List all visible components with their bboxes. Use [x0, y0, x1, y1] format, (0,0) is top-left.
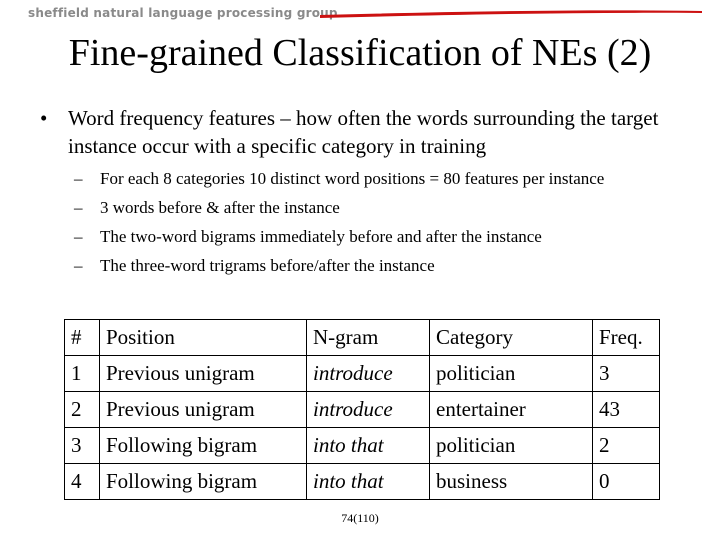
features-table — [64, 319, 660, 500]
cell-category: politician — [430, 428, 593, 464]
main-bullet-text: Word frequency features – how often the words surrounding the target instance occur with a specific category in training — [68, 106, 659, 158]
cell-position: Previous unigram — [100, 392, 307, 428]
cell-number: 4 — [65, 464, 100, 500]
table-row — [65, 392, 660, 428]
cell-ngram: into that — [307, 464, 430, 500]
header-cell: Position — [100, 320, 307, 356]
page-number: 74(110) — [341, 511, 379, 525]
cell-frequency: 0 — [593, 464, 660, 500]
cell-frequency: 3 — [593, 356, 660, 392]
cell-category: business — [430, 464, 593, 500]
cell-position: Previous unigram — [100, 356, 307, 392]
header-cell: # — [65, 320, 100, 356]
sub-bullet-text: For each 8 categories 10 distinct word positions = 80 features per instance — [100, 169, 605, 188]
sub-bullet-marker: – — [74, 198, 83, 217]
sub-bullet — [74, 255, 674, 277]
bullet-marker: • — [40, 106, 48, 130]
sub-bullet-text: The two-word bigrams immediately before and after the instance — [100, 227, 542, 246]
cell-frequency: 43 — [593, 392, 660, 428]
sub-bullet — [74, 197, 674, 219]
header-cell: N-gram — [307, 320, 430, 356]
table-row — [65, 428, 660, 464]
cell-ngram: into that — [307, 428, 430, 464]
cell-number: 3 — [65, 428, 100, 464]
cell-frequency: 2 — [593, 428, 660, 464]
sub-bullet-text: The three-word trigrams before/after the instance — [100, 256, 435, 275]
slide-title: Fine-grained Classification of NEs (2) — [68, 32, 652, 74]
cell-ngram: introduce — [307, 392, 430, 428]
header-cell: Freq. — [593, 320, 660, 356]
sub-bullet-list — [74, 168, 674, 284]
header-brand-text: sheffield natural language processing group — [28, 6, 338, 20]
cell-position: Following bigram — [100, 428, 307, 464]
sub-bullet — [74, 226, 674, 248]
cell-number: 2 — [65, 392, 100, 428]
header-cell: Category — [430, 320, 593, 356]
cell-category: entertainer — [430, 392, 593, 428]
table-row — [65, 356, 660, 392]
sub-bullet-marker: – — [74, 256, 83, 275]
table-header-row — [65, 320, 660, 356]
header-swoosh-line — [318, 6, 704, 20]
cell-number: 1 — [65, 356, 100, 392]
table-row — [65, 464, 660, 500]
sub-bullet-marker: – — [74, 227, 83, 246]
cell-position: Following bigram — [100, 464, 307, 500]
sub-bullet-text: 3 words before & after the instance — [100, 198, 340, 217]
sub-bullet-marker: – — [74, 169, 83, 188]
cell-ngram: introduce — [307, 356, 430, 392]
cell-category: politician — [430, 356, 593, 392]
sub-bullet — [74, 168, 674, 190]
